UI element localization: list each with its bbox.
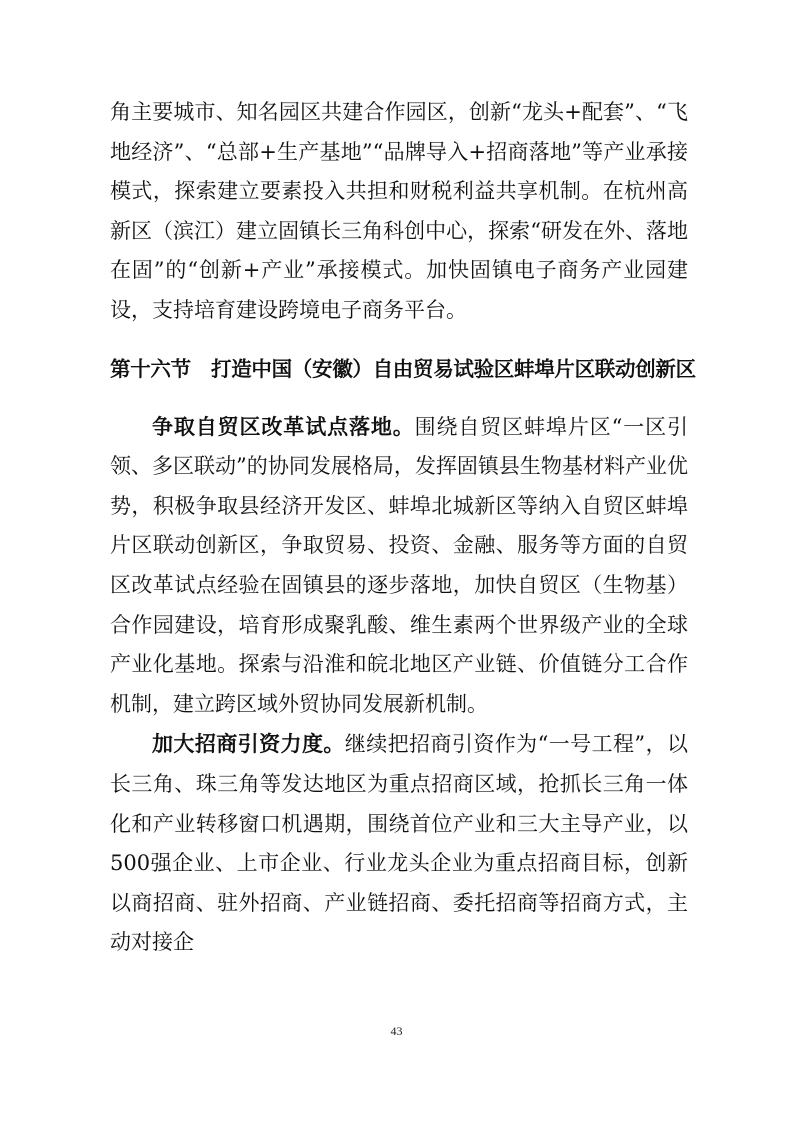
paragraph-lead: 加大招商引资力度。 [152, 731, 345, 757]
paragraph-free-trade-pilot [110, 407, 688, 725]
paragraph-body: 继续把招商引资作为“一号工程”，以长三角、珠三角等发达地区为重点招商区域，抢抓长三角一体化和产业转移窗口机遇期，围绕首位产业和三大主导产业，以500强企业、上市企业、行业龙头企业为重点招商目标，创新以商招商、驻外招商、产业链招商、委托招商等招商方式，主动对接企 [110, 732, 688, 955]
paragraph-body: 围绕自贸区蚌埠片区“一区引领、多区联动”的协同发展格局，发挥固镇县生物基材料产业优势，积极争取县经济开发区、蚌埠北城新区等纳入自贸区蚌埠片区联动创新区，争取贸易、投资、金融、服务等方面的自贸区改革试点经验在固镇县的逐步落地，加快自贸区（生物基）合作园建设，培育形成聚乳酸、维生素两个世界级产业的全球产业化基地。探索与沿淮和皖北地区产业链、价值链分工合作机制，建立跨区域外贸协同发展新机制。 [110, 414, 688, 716]
paragraph-lead: 争取自贸区改革试点落地。 [152, 413, 415, 439]
page-content [110, 93, 696, 963]
section-heading: 第十六节 打造中国（安徽）自由贸易试验区蚌埠片区联动创新区 [110, 356, 696, 381]
continued-paragraph: 角主要城市、知名园区共建合作园区，创新“龙头+配套”、“飞地经济”、“总部+生产基地”“品牌导入+招商落地”等产业承接模式，探索建立要素投入共担和财税利益共享机制。在杭州高新区（滨江）建立固镇长三角科创中心，探索“研发在外、落地在固”的“创新+产业”承接模式。加快固镇电子商务产业园建设，支持培育建设跨境电子商务平台。 [110, 100, 688, 322]
page-number: 43 [390, 1024, 403, 1038]
paragraph-investment-promotion [110, 724, 688, 963]
